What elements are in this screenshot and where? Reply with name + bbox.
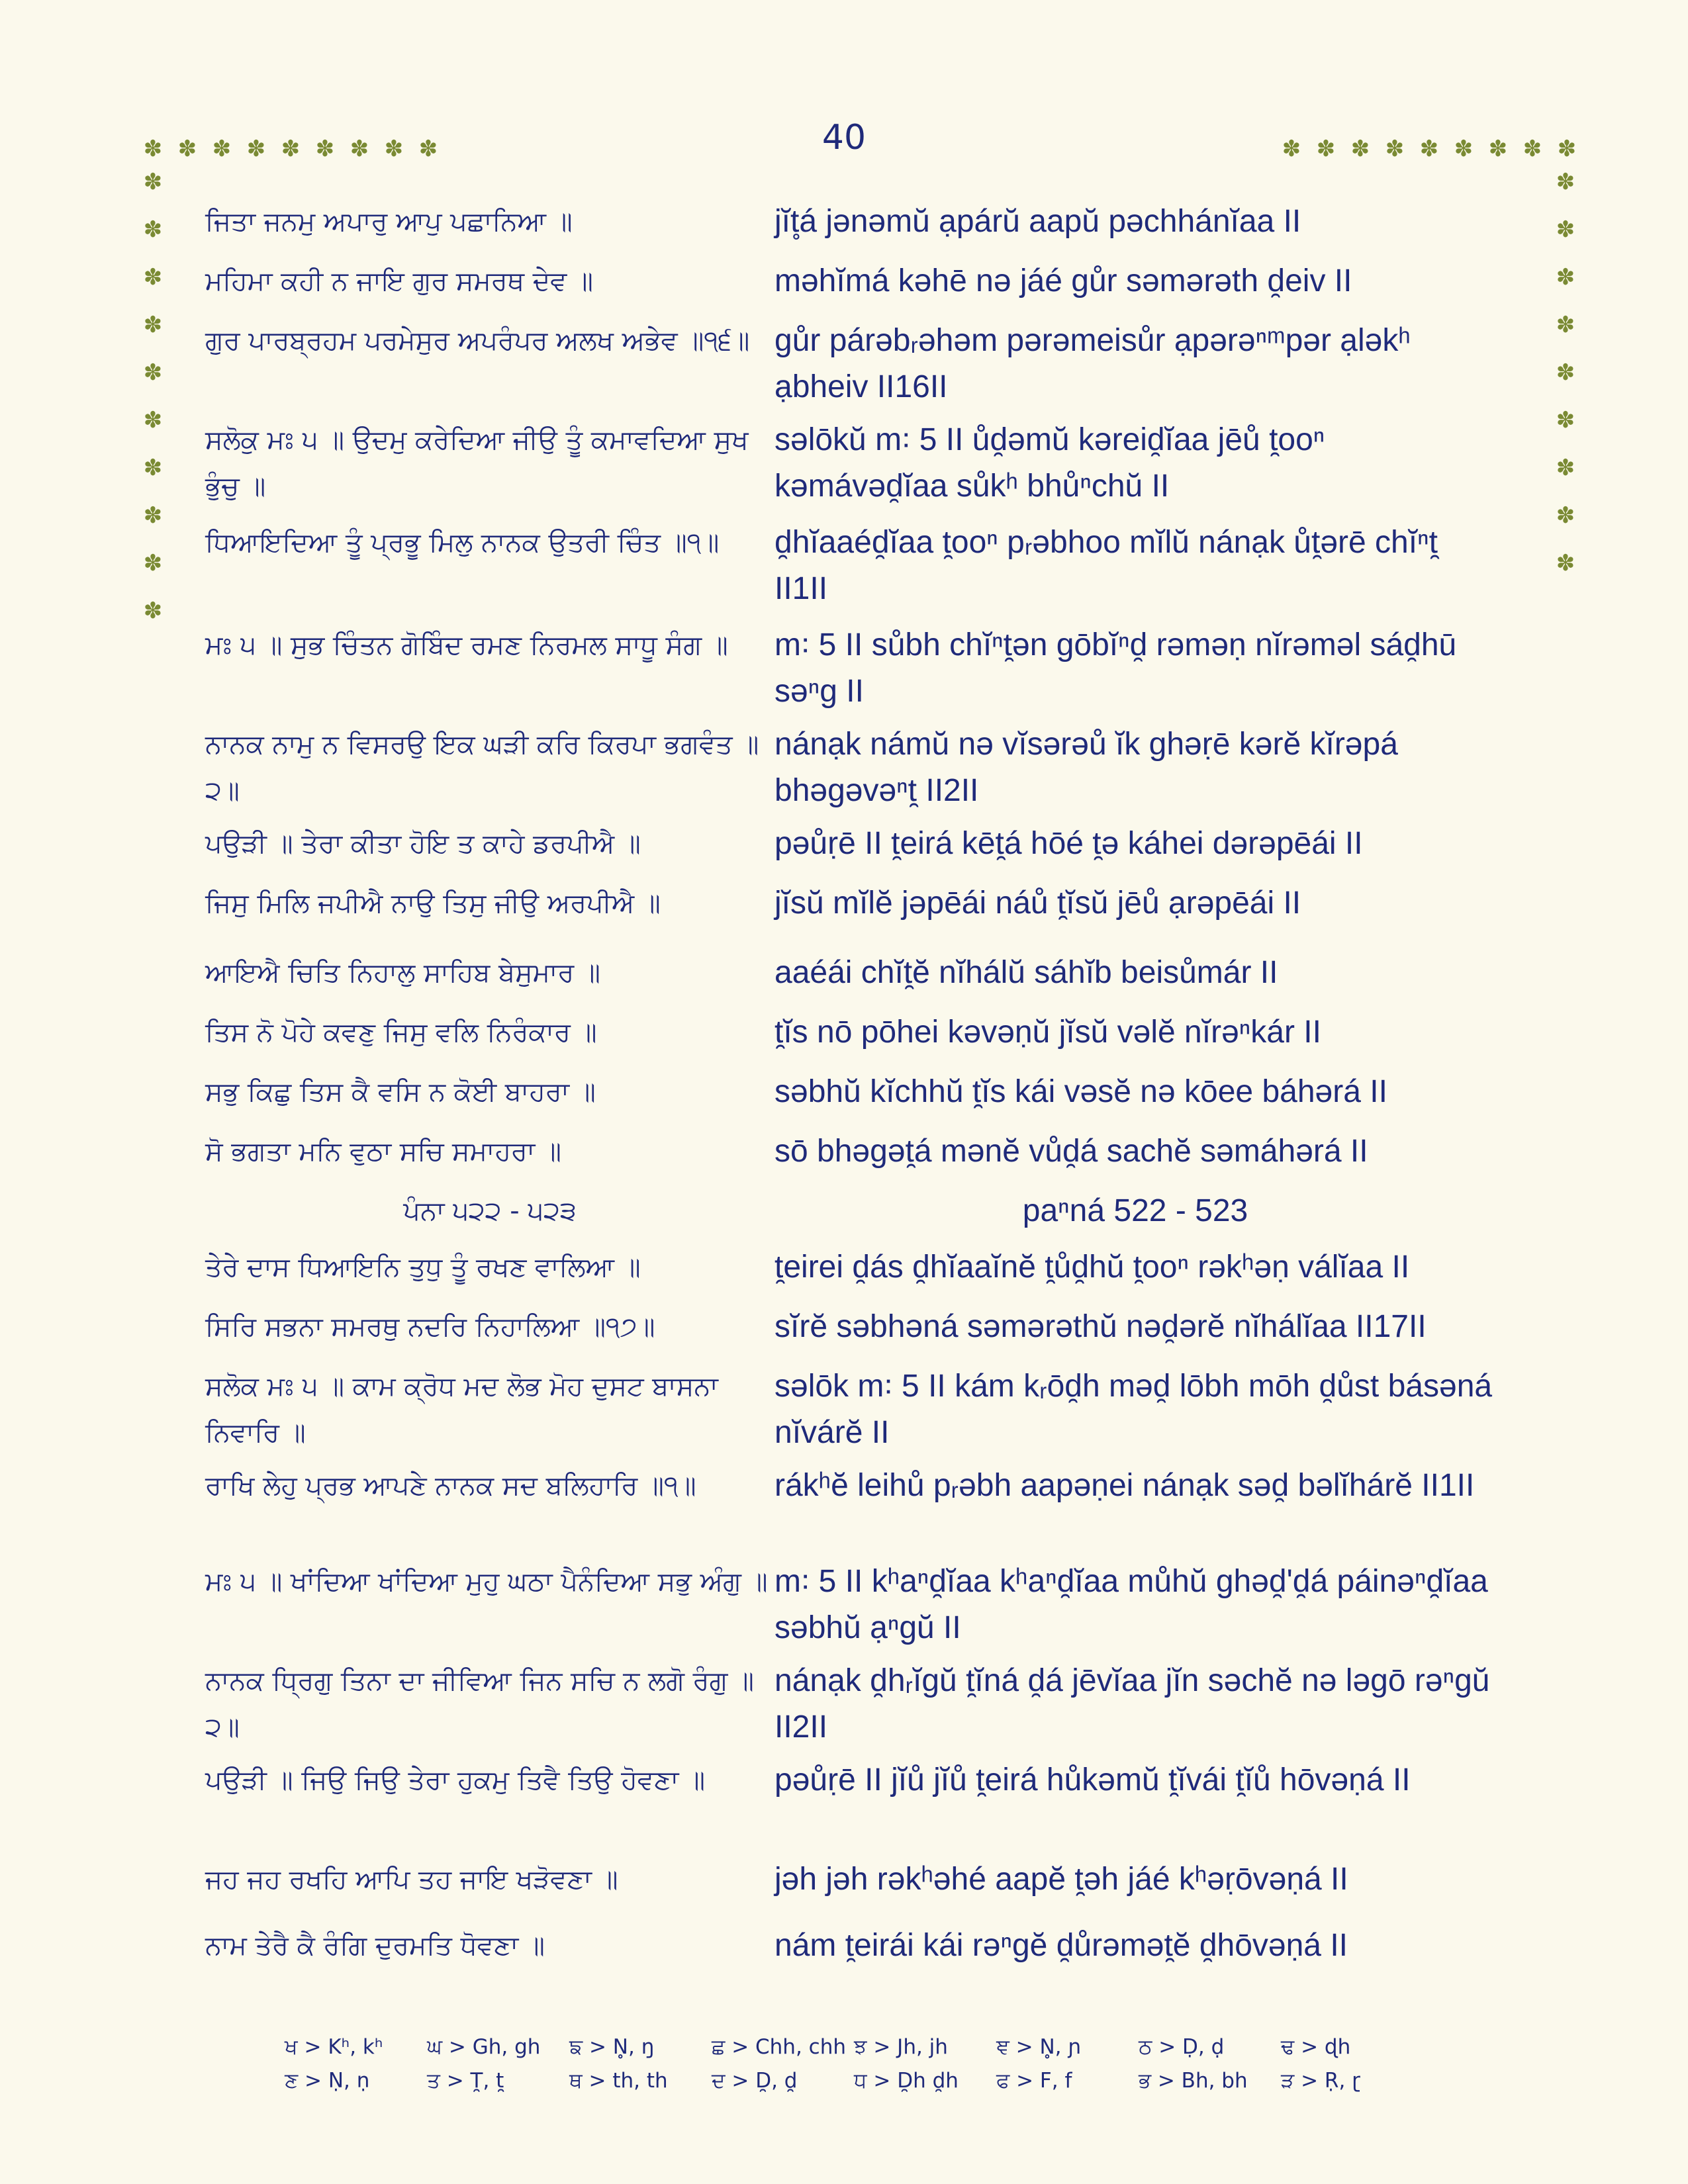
legend-item: ਫ > F, f (996, 2069, 1072, 2093)
gurmukhi-text: ਸਿਰਿ ਸਭਨਾ ਸਮਰਥੁ ਨਦਰਿ ਨਿਹਾਲਿਆ ॥੧੭॥ (205, 1312, 655, 1342)
gurmukhi-text: ਸਭੁ ਕਿਛੁ ਤਿਸ ਕੈ ਵਸਿ ਨ ਕੋਈ ਬਾਹਰਾ ॥ (205, 1077, 596, 1107)
verse-row (205, 1069, 1529, 1115)
legend-item: ਧ > D̯h d̯h (854, 2069, 959, 2093)
flower-ornament: ✽ (143, 264, 163, 291)
flower-ornament: ✽ (1523, 136, 1542, 162)
flower-ornament: ✽ (384, 136, 404, 162)
verse-row (205, 1856, 1529, 1903)
flower-ornament: ✽ (1350, 136, 1370, 162)
gurmukhi-text: ਨਾਨਕ ਨਾਮੁ ਨ ਵਿਸਰਉ ਇਕ ਘੜੀ ਕਰਿ ਕਿਰਪਾ ਭਗਵੰਤ ॥੨॥ (205, 729, 759, 806)
verse-row (205, 1128, 1529, 1175)
gurmukhi-text: ਜਹ ਜਹ ਰਖਹਿ ਆਪਿ ਤਹ ਜਾਇ ਖੜੋਵਣਾ ॥ (205, 1864, 618, 1895)
gurmukhi-text: ਨਾਮ ਤੇਰੈ ਕੈ ਰੰਗਿ ਦੁਰਮਤਿ ਧੋਵਣਾ ॥ (205, 1931, 545, 1961)
verse-row (205, 1244, 1529, 1291)
verse-row (205, 880, 1529, 927)
transliteration-text: jĭsŭ mĭlĕ jəpēái náů t̯ĭsŭ jēů ạrəpēái II (774, 886, 1301, 921)
legend-item: ਣ > Ṇ, ṇ (285, 2069, 370, 2093)
transliteration-text: gůr párəbᵣəhəm pərəmeisůr ạpərəⁿᵐpər ạləkʰ ạbheiv II16II (774, 323, 1411, 404)
flower-ornament: ✽ (1385, 136, 1405, 162)
legend-item: ਤ > T̯, t̯ (427, 2069, 504, 2093)
verse-row (205, 258, 1529, 304)
flower-ornament: ✽ (1419, 136, 1439, 162)
flower-ornament: ✽ (1282, 136, 1301, 162)
flower-ornament: ✽ (143, 550, 163, 576)
flower-ornament: ✽ (350, 136, 369, 162)
flower-ornament: ✽ (143, 407, 163, 433)
verse-row (205, 1923, 1529, 1969)
flower-ornament: ✽ (143, 502, 163, 529)
flower-ornament: ✽ (281, 136, 301, 162)
section-heading (205, 1188, 1529, 1234)
gurmukhi-text: ਗੁਰ ਪਾਰਬ੍ਰਹਮ ਪਰਮੇਸੁਰ ਅਪਰੰਪਰ ਅਲਖ ਅਭੇਵ ॥੧੬॥ (205, 326, 750, 356)
flower-ornament: ✽ (315, 136, 335, 162)
legend-item: ਝ > Jh, jh (854, 2035, 948, 2059)
page-reference: paⁿná 522 - 523 (1022, 1193, 1248, 1228)
flower-ornament: ✽ (1556, 359, 1575, 386)
legend-item: ੜ > Ṛ, ɽ (1281, 2069, 1360, 2093)
transliteration-text: pəůṛē II jĭů jĭů t̯eirá hůkəmŭ t̯ĭvái t̯ĭů hōvəṇá II (774, 1762, 1411, 1797)
legend-item: ਠ > Ḍ, ḍ (1139, 2035, 1225, 2059)
transliteration-text: məhĭmá kəhē nə jáé gůr səmərəth d̯eiv II (774, 263, 1352, 298)
transliteration-text: nánạk d̯hᵣĭgŭ t̯ĭná d̯á jēvĭaa jĭn səchĕ nə ləgō rəⁿgŭ II2II (774, 1663, 1490, 1745)
verse-row (205, 821, 1529, 867)
gurmukhi-text: ਮਃ ੫ ॥ ਖਾਂਦਿਆ ਖਾਂਦਿਆ ਮੁਹੁ ਘਠਾ ਪੈਨੰਦਿਆ ਸਭੁ ਅੰਗੁ ॥ (205, 1567, 768, 1597)
verse-row (205, 1757, 1529, 1803)
transliteration-text: aaéái chĭt̯ĕ nĭhálŭ sáhĭb beisůmár II (774, 955, 1278, 990)
verse-row (205, 1009, 1529, 1056)
ornament-column-left (140, 171, 165, 622)
page-number: 40 (821, 118, 867, 158)
flower-ornament: ✽ (1556, 216, 1575, 243)
flower-ornament: ✽ (143, 169, 163, 195)
transliteration-text: sō bhəgət̯á mənĕ vůd̯á sachĕ səmáhərá II (774, 1134, 1368, 1169)
transliteration-text: jəh jəh rəkʰəhé aapĕ t̯əh jáé kʰəṛōvəṇá II (774, 1862, 1348, 1897)
verse-row (205, 417, 1529, 510)
flower-ornament: ✽ (1454, 136, 1474, 162)
legend-item: ਢ > ɖh (1281, 2035, 1351, 2059)
ornament-row-left (140, 138, 441, 160)
flower-ornament: ✽ (1556, 407, 1575, 433)
transliteration-text: səlōk m꞉ 5 II kám kᵣōd̯h məd̯ lōbh mōh d̯ůst básəná nĭvárĕ II (774, 1369, 1493, 1450)
flower-ornament: ✽ (1556, 312, 1575, 338)
legend-item: ਞ > N̥, ɲ (996, 2035, 1082, 2059)
transliteration-text: nám t̯eirái kái rəⁿgĕ d̯ůrəmət̯ĕ d̯hōvəṇá II (774, 1928, 1348, 1963)
flower-ornament: ✽ (212, 136, 232, 162)
verse-row (205, 950, 1529, 996)
transliteration-text: rákʰĕ leihů pᵣəbh aapəṇei nánạk səd̯ bəlĭhárĕ II1II (774, 1468, 1475, 1503)
flower-ornament: ✽ (1556, 502, 1575, 529)
verse-row (205, 1304, 1529, 1350)
gurmukhi-text: ਜਿਸੁ ਮਿਲਿ ਜਪੀਐ ਨਾਉ ਤਿਸੁ ਜੀਉ ਅਰਪੀਐ ॥ (205, 888, 661, 919)
gurmukhi-text: ਧਿਆਇਦਿਆ ਤੂੰ ਪ੍ਰਭੂ ਮਿਲੁ ਨਾਨਕ ਉਤਰੀ ਚਿੰਤ ॥੧॥ (205, 527, 720, 558)
legend-item: ਥ > th, th (569, 2069, 668, 2093)
legend-item: ਛ > Chh, chh (712, 2035, 847, 2059)
transliteration-text: sĭrĕ səbhəná səmərəthŭ nəd̯ərĕ nĭhálĭaa II17II (774, 1309, 1427, 1344)
flower-ornament: ✽ (418, 136, 438, 162)
verse-row (205, 318, 1529, 410)
legend-item: ਘ > Gh, gh (427, 2035, 541, 2059)
flower-ornament: ✽ (143, 359, 163, 386)
verse-row (205, 520, 1529, 612)
flower-ornament: ✽ (1556, 550, 1575, 576)
transliteration-legend (285, 2035, 1423, 2093)
transliteration-text: t̯eirei d̯ás d̯hĭaaĭnĕ t̯ůd̯hŭ t̯ooⁿ rəkʰəṇ válĭaa II (774, 1250, 1410, 1285)
flower-ornament: ✽ (143, 455, 163, 481)
transliteration-text: nánạk námŭ nə vĭsərəů ĭk ghəṛē kərĕ kĭrəpá bhəgəvəⁿt̯ II2II (774, 727, 1398, 808)
verse-row (205, 721, 1529, 814)
verse-row (205, 199, 1529, 245)
gurmukhi-text: ਸੋ ਭਗਤਾ ਮਨਿ ਵੁਠਾ ਸਚਿ ਸਮਾਹਰਾ ॥ (205, 1136, 561, 1167)
ornament-row-right (1279, 138, 1579, 160)
legend-item: ਦ > D̯, d̯ (712, 2069, 798, 2093)
gurmukhi-text: ਤਿਸ ਨੋ ਪੋਹੇ ਕਵਣੁ ਜਿਸੁ ਵਲਿ ਨਿਰੰਕਾਰ ॥ (205, 1017, 597, 1048)
gurmukhi-text: ਪਉੜੀ ॥ ਜਿਉ ਜਿਉ ਤੇਰਾ ਹੁਕਮੁ ਤਿਵੈ ਤਿਉ ਹੋਵਣਾ ॥ (205, 1765, 706, 1796)
gurmukhi-text: ਨਾਨਕ ਧ੍ਰਿਗੁ ਤਿਨਾ ਦਾ ਜੀਵਿਆ ਜਿਨ ਸਚਿ ਨ ਲਗੋ ਰੰਗੁ ॥੨॥ (205, 1666, 754, 1743)
ornament-column-right (1553, 171, 1578, 574)
gurmukhi-page-reference: ਪੰਨਾ ੫੨੨ - ੫੨੩ (403, 1196, 577, 1226)
transliteration-text: m꞉ 5 II kʰaⁿd̯ĭaa kʰaⁿd̯ĭaa můhŭ ghəd̯'d̯á páinəⁿd̯ĭaa səbhŭ ạⁿgŭ II (774, 1564, 1488, 1645)
transliteration-text: m꞉ 5 II sůbh chĭⁿt̯ən gōbĭⁿd̯ rəməṇ nĭrəməl sád̯hū səⁿg II (774, 627, 1457, 709)
verse-row (205, 1363, 1529, 1456)
gurmukhi-text: ਤੇਰੇ ਦਾਸ ਧਿਆਇਨਿ ਤੁਧੁ ਤੂੰ ਰਖਣ ਵਾਲਿਆ ॥ (205, 1252, 641, 1283)
legend-item: ਭ > Bh, bh (1139, 2069, 1248, 2093)
legend-item: ਖ > Kʰ, kʰ (285, 2035, 383, 2059)
verse-row (205, 622, 1529, 715)
verse-row (205, 1559, 1529, 1651)
flower-ornament: ✽ (1556, 169, 1575, 195)
transliteration-text: pəůṛē II t̯eirá kēt̯á hōé t̯ə káhei dərəpēái II (774, 826, 1363, 861)
flower-ornament: ✽ (1557, 136, 1577, 162)
transliteration-text: səbhŭ kĭchhŭ t̯ĭs kái vəsĕ nə kōee báhərá II (774, 1074, 1387, 1109)
verse-row (205, 1658, 1529, 1751)
gurmukhi-text: ਮਃ ੫ ॥ ਸੁਭ ਚਿੰਤਨ ਗੋਬਿੰਦ ਰਮਣ ਨਿਰਮਲ ਸਾਧੂ ਸੰਗ ॥ (205, 630, 728, 660)
gurmukhi-text: ਆਇਐ ਚਿਤਿ ਨਿਹਾਲੁ ਸਾਹਿਬ ਬੇਸੁਮਾਰ ॥ (205, 958, 600, 988)
transliteration-text: d̯hĭaaéd̯ĭaa t̯ooⁿ pᵣəbhoo mĭlŭ nánạk ůt̯ərē chĭⁿt̯ II1II (774, 525, 1438, 606)
flower-ornament: ✽ (1488, 136, 1508, 162)
flower-ornament: ✽ (177, 136, 197, 162)
flower-ornament: ✽ (143, 136, 163, 162)
verse-row (205, 1463, 1529, 1509)
gurmukhi-text: ਜਿਤਾ ਜਨਮੁ ਅਪਾਰੁ ਆਪੁ ਪਛਾਨਿਆ ॥ (205, 206, 573, 237)
gurmukhi-text: ਮਹਿਮਾ ਕਹੀ ਨ ਜਾਇ ਗੁਰ ਸਮਰਥ ਦੇਵ ॥ (205, 266, 593, 296)
flower-ornament: ✽ (1556, 455, 1575, 481)
flower-ornament: ✽ (143, 598, 163, 624)
gurmukhi-text: ਪਉੜੀ ॥ ਤੇਰਾ ਕੀਤਾ ਹੋਇ ਤ ਕਾਹੇ ਡਰਪੀਐ ॥ (205, 829, 641, 859)
flower-ornament: ✽ (1316, 136, 1336, 162)
transliteration-text: t̯ĭs nō pōhei kəvəṇŭ jĭsŭ vəlĕ nĭrəⁿkár II (774, 1015, 1321, 1050)
flower-ornament: ✽ (246, 136, 266, 162)
flower-ornament: ✽ (1556, 264, 1575, 291)
gurmukhi-text: ਰਾਖਿ ਲੇਹੁ ਪ੍ਰਭ ਆਪਣੇ ਨਾਨਕ ਸਦ ਬਲਿਹਾਰਿ ॥੧॥ (205, 1471, 696, 1501)
legend-item: ਙ > N̥, ŋ (569, 2035, 655, 2059)
flower-ornament: ✽ (143, 216, 163, 243)
gurmukhi-text: ਸਲੋਕ ਮਃ ੫ ॥ ਕਾਮ ਕ੍ਰੋਧ ਮਦ ਲੋਭ ਮੋਹ ਦੁਸਟ ਬਾਸਨਾ ਨਿਵਾਰਿ ॥ (205, 1371, 718, 1448)
flower-ornament: ✽ (143, 312, 163, 338)
transliteration-text: səlōkŭ m꞉ 5 II ůd̯əmŭ kəreid̯ĭaa jēů t̯ooⁿ kəmávəd̯ĭaa sůkʰ bhůⁿchŭ II (774, 422, 1325, 504)
gurmukhi-text: ਸਲੋਕੁ ਮਃ ੫ ॥ ਉਦਮੁ ਕਰੇਦਿਆ ਜੀਉ ਤੂੰ ਕਮਾਵਦਿਆ ਸੁਖ ਭੁੰਚੁ ॥ (205, 425, 749, 502)
transliteration-text: jĭt̥á jənəmŭ ạpárŭ aapŭ pəchhánĭaa II (774, 204, 1301, 239)
